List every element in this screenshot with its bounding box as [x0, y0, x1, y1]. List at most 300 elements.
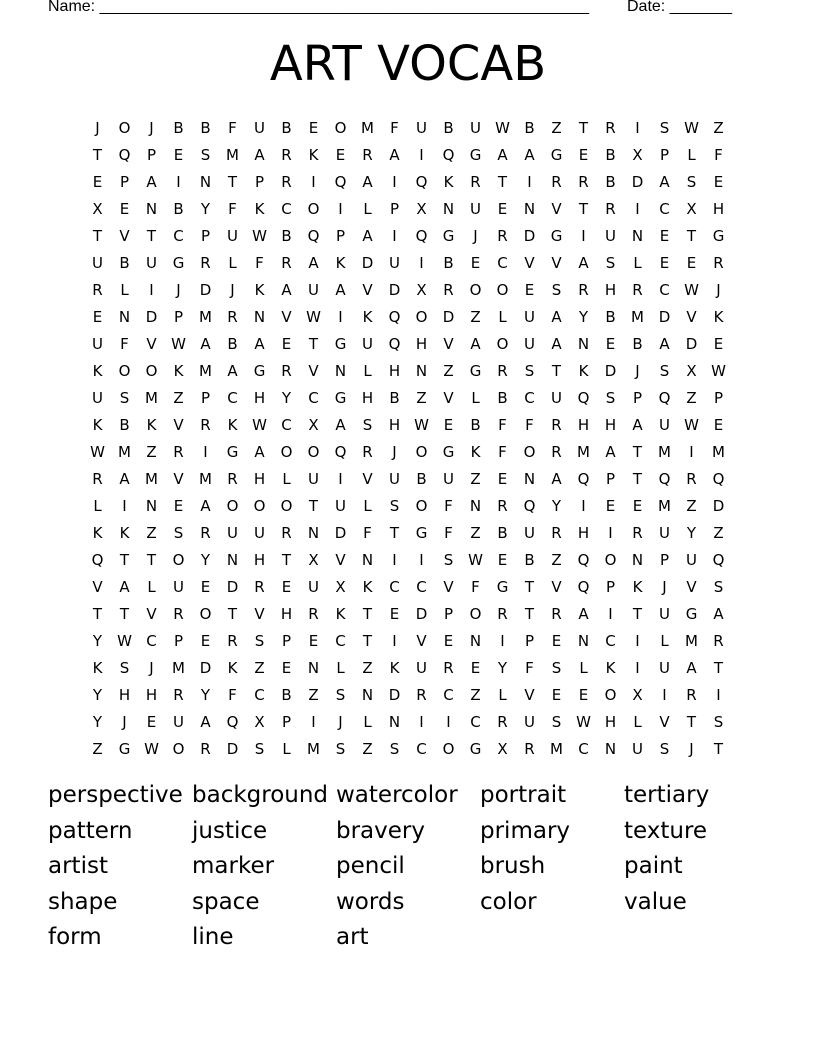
grid-cell: A	[281, 280, 292, 299]
grid-cell: G	[550, 145, 563, 164]
word-list-item: bravery	[336, 817, 425, 844]
grid-cell: H	[145, 685, 158, 704]
grid-cell: P	[443, 604, 454, 623]
word-list-item: form	[48, 924, 102, 950]
grid-cell: K	[605, 658, 616, 677]
grid-cell: O	[442, 739, 455, 758]
grid-cell: Q	[577, 469, 590, 488]
grid-cell: F	[228, 118, 237, 137]
grid-cell: R	[497, 604, 508, 623]
grid-cell: V	[443, 334, 454, 353]
grid-cell: H	[604, 712, 617, 731]
grid-cell: B	[119, 415, 130, 434]
grid-cell: E	[200, 577, 211, 596]
grid-cell: R	[200, 415, 211, 434]
grid-cell: P	[200, 388, 211, 407]
grid-cell: I	[500, 631, 505, 650]
grid-cell: T	[92, 145, 103, 164]
grid-cell: K	[173, 361, 184, 380]
grid-cell: P	[146, 145, 157, 164]
grid-cell: P	[173, 307, 184, 326]
grid-cell: Z	[308, 685, 319, 704]
grid-cell: V	[524, 253, 535, 272]
grid-cell: T	[551, 361, 562, 380]
grid-cell: S	[524, 361, 535, 380]
grid-cell: Y	[200, 685, 211, 704]
grid-cell: X	[416, 280, 427, 299]
grid-cell: R	[443, 658, 454, 677]
grid-cell: S	[335, 739, 346, 758]
grid-cell: K	[362, 307, 373, 326]
grid-cell: H	[712, 199, 725, 218]
grid-cell: Q	[712, 469, 725, 488]
grid-cell: Z	[470, 685, 481, 704]
grid-cell: G	[469, 739, 482, 758]
grid-cell: N	[631, 226, 644, 245]
grid-cell: U	[659, 415, 670, 434]
grid-cell: R	[551, 523, 562, 542]
grid-cell: Y	[551, 496, 562, 515]
grid-cell: N	[523, 469, 536, 488]
grid-cell: O	[199, 604, 212, 623]
grid-cell: G	[118, 739, 131, 758]
grid-cell: I	[392, 226, 397, 245]
grid-cell: R	[200, 523, 211, 542]
grid-cell: V	[254, 604, 265, 623]
grid-cell: D	[199, 658, 212, 677]
grid-cell: K	[227, 658, 238, 677]
grid-cell: R	[524, 739, 535, 758]
grid-cell: U	[308, 280, 319, 299]
grid-cell: C	[470, 712, 481, 731]
grid-cell: V	[173, 415, 184, 434]
grid-cell: X	[308, 550, 319, 569]
grid-cell: B	[416, 469, 427, 488]
grid-cell: I	[203, 442, 208, 461]
word-list-item: background	[192, 782, 329, 808]
grid-cell: Z	[713, 118, 724, 137]
grid-cell: S	[686, 172, 697, 191]
grid-cell: A	[119, 577, 130, 596]
grid-cell: Q	[226, 712, 239, 731]
grid-cell: C	[659, 280, 670, 299]
grid-cell: V	[335, 550, 346, 569]
grid-cell: B	[281, 118, 292, 137]
grid-cell: N	[388, 712, 401, 731]
grid-cell: I	[446, 712, 451, 731]
grid-cell: Q	[712, 550, 725, 569]
grid-cell: B	[227, 334, 238, 353]
grid-cell: V	[686, 577, 697, 596]
grid-cell: M	[199, 361, 212, 380]
grid-cell: T	[362, 631, 373, 650]
grid-cell: U	[524, 712, 535, 731]
grid-cell: C	[281, 199, 292, 218]
grid-cell: R	[281, 523, 292, 542]
grid-cell: S	[119, 388, 130, 407]
grid-cell: R	[308, 604, 319, 623]
grid-cell: J	[689, 739, 694, 758]
grid-cell: E	[470, 253, 481, 272]
grid-cell: Z	[173, 388, 184, 407]
grid-cell: R	[497, 361, 508, 380]
grid-cell: Z	[362, 658, 373, 677]
grid-cell: D	[631, 172, 644, 191]
grid-cell: C	[146, 631, 157, 650]
grid-cell: A	[227, 361, 238, 380]
grid-cell: R	[551, 442, 562, 461]
grid-cell: X	[308, 415, 319, 434]
grid-cell: K	[92, 361, 103, 380]
grid-cell: Z	[254, 658, 265, 677]
grid-cell: Y	[497, 658, 508, 677]
grid-cell: U	[632, 739, 643, 758]
grid-cell: J	[662, 577, 667, 596]
grid-cell: L	[228, 253, 237, 272]
grid-cell: J	[149, 118, 154, 137]
grid-cell: E	[713, 334, 724, 353]
grid-cell: N	[361, 550, 374, 569]
grid-cell: E	[281, 577, 292, 596]
grid-cell: P	[659, 550, 670, 569]
grid-cell: A	[632, 415, 643, 434]
grid-cell: Z	[470, 307, 481, 326]
grid-cell: K	[389, 658, 400, 677]
grid-cell: V	[281, 307, 292, 326]
grid-cell: S	[551, 712, 562, 731]
grid-cell: O	[226, 496, 239, 515]
grid-cell: O	[118, 118, 131, 137]
grid-cell: N	[307, 523, 320, 542]
grid-cell: G	[685, 604, 698, 623]
grid-cell: T	[92, 226, 103, 245]
grid-cell: P	[254, 172, 265, 191]
grid-cell: B	[389, 388, 400, 407]
grid-cell: J	[149, 658, 154, 677]
grid-cell: F	[255, 253, 264, 272]
grid-cell: I	[419, 712, 424, 731]
grid-cell: W	[252, 226, 267, 245]
grid-cell: B	[605, 307, 616, 326]
grid-cell: S	[659, 361, 670, 380]
grid-cell: Y	[200, 550, 211, 569]
grid-cell: E	[173, 145, 184, 164]
grid-cell: T	[632, 442, 643, 461]
grid-cell: I	[635, 199, 640, 218]
grid-cell: G	[442, 442, 455, 461]
grid-cell: A	[335, 280, 346, 299]
word-list-item: pencil	[336, 853, 405, 879]
grid-cell: V	[146, 334, 157, 353]
grid-cell: K	[308, 145, 319, 164]
grid-cell: T	[119, 604, 130, 623]
grid-cell: N	[307, 658, 320, 677]
grid-cell: G	[172, 253, 185, 272]
grid-cell: S	[551, 280, 562, 299]
grid-cell: A	[254, 442, 265, 461]
grid-cell: O	[253, 496, 266, 515]
grid-cell: U	[524, 307, 535, 326]
grid-cell: E	[200, 631, 211, 650]
grid-cell: Z	[92, 739, 103, 758]
word-list-item: portrait	[480, 782, 567, 808]
grid-cell: M	[199, 469, 212, 488]
grid-cell: N	[334, 361, 347, 380]
word-list-item: words	[336, 888, 405, 915]
grid-cell: R	[497, 226, 508, 245]
grid-cell: I	[716, 685, 721, 704]
grid-cell: U	[335, 496, 346, 515]
grid-cell: A	[200, 334, 211, 353]
word-list-item: shape	[48, 888, 118, 915]
grid-cell: T	[281, 550, 292, 569]
grid-cell: U	[659, 523, 670, 542]
grid-cell: W	[117, 631, 132, 650]
grid-cell: T	[227, 172, 238, 191]
grid-cell: W	[414, 415, 429, 434]
grid-cell: M	[712, 442, 725, 461]
grid-cell: M	[550, 739, 563, 758]
grid-cell: D	[712, 496, 725, 515]
grid-cell: E	[470, 658, 481, 677]
grid-cell: B	[281, 226, 292, 245]
grid-cell: O	[469, 280, 482, 299]
grid-cell: P	[524, 631, 535, 650]
word-list-item: pattern	[48, 817, 133, 844]
grid-cell: M	[118, 442, 131, 461]
grid-cell: Q	[91, 550, 104, 569]
grid-cell: Z	[362, 739, 373, 758]
grid-cell: X	[686, 199, 697, 218]
grid-cell: H	[280, 604, 293, 623]
grid-cell: I	[662, 685, 667, 704]
grid-cell: E	[146, 712, 157, 731]
grid-cell: F	[444, 523, 453, 542]
grid-cell: O	[469, 604, 482, 623]
grid-cell: V	[686, 307, 697, 326]
grid-cell: V	[173, 469, 184, 488]
grid-cell: F	[390, 118, 399, 137]
grid-cell: E	[605, 334, 616, 353]
grid-cell: C	[605, 631, 616, 650]
letter-grid	[84, 114, 732, 762]
grid-cell: E	[281, 658, 292, 677]
grid-cell: O	[118, 361, 131, 380]
grid-cell: B	[200, 118, 211, 137]
grid-cell: Z	[443, 361, 454, 380]
grid-cell: I	[311, 172, 316, 191]
word-list-item: watercolor	[336, 782, 458, 808]
grid-cell: U	[659, 604, 670, 623]
grid-cell: I	[527, 172, 532, 191]
grid-cell: Q	[577, 550, 590, 569]
grid-cell: N	[577, 631, 590, 650]
grid-cell: L	[363, 361, 372, 380]
grid-cell: T	[524, 577, 535, 596]
grid-cell: Q	[334, 172, 347, 191]
grid-cell: E	[92, 307, 103, 326]
grid-cell: T	[686, 712, 697, 731]
grid-cell: U	[254, 523, 265, 542]
grid-cell: U	[173, 577, 184, 596]
grid-cell: W	[495, 118, 510, 137]
grid-cell: A	[200, 712, 211, 731]
grid-cell: Z	[470, 469, 481, 488]
grid-cell: E	[524, 280, 535, 299]
grid-cell: L	[633, 253, 642, 272]
grid-cell: N	[145, 496, 158, 515]
grid-cell: Q	[307, 226, 320, 245]
grid-cell: M	[658, 496, 671, 515]
grid-cell: W	[306, 307, 321, 326]
grid-cell: T	[362, 604, 373, 623]
grid-cell: Q	[442, 145, 455, 164]
grid-cell: C	[497, 253, 508, 272]
grid-cell: M	[145, 388, 158, 407]
grid-cell: J	[392, 442, 397, 461]
grid-cell: O	[523, 442, 536, 461]
grid-cell: S	[119, 658, 130, 677]
grid-cell: F	[228, 685, 237, 704]
grid-cell: I	[311, 712, 316, 731]
grid-cell: K	[578, 361, 589, 380]
grid-cell: G	[442, 226, 455, 245]
grid-cell: O	[604, 550, 617, 569]
grid-cell: W	[576, 712, 591, 731]
grid-cell: E	[335, 145, 346, 164]
grid-cell: P	[335, 226, 346, 245]
grid-cell: H	[253, 550, 266, 569]
grid-cell: R	[416, 685, 427, 704]
grid-cell: R	[200, 253, 211, 272]
grid-cell: P	[605, 469, 616, 488]
grid-cell: Q	[658, 469, 671, 488]
grid-cell: U	[92, 388, 103, 407]
grid-cell: V	[92, 577, 103, 596]
grid-cell: Y	[92, 685, 103, 704]
grid-cell: N	[361, 685, 374, 704]
grid-cell: V	[551, 253, 562, 272]
grid-cell: R	[497, 712, 508, 731]
grid-cell: P	[659, 145, 670, 164]
grid-cell: J	[122, 712, 127, 731]
grid-cell: K	[362, 577, 373, 596]
grid-cell: U	[389, 469, 400, 488]
grid-cell: K	[443, 172, 454, 191]
grid-cell: Q	[523, 496, 536, 515]
grid-cell: R	[578, 280, 589, 299]
grid-cell: R	[713, 631, 724, 650]
grid-cell: J	[95, 118, 100, 137]
grid-cell: M	[199, 307, 212, 326]
grid-cell: S	[443, 550, 454, 569]
grid-cell: Y	[281, 388, 292, 407]
grid-cell: L	[660, 631, 669, 650]
grid-cell: N	[199, 172, 212, 191]
grid-cell: O	[172, 550, 185, 569]
grid-cell: D	[145, 307, 158, 326]
grid-cell: V	[119, 226, 130, 245]
grid-cell: A	[119, 469, 130, 488]
grid-cell: A	[362, 172, 373, 191]
grid-cell: A	[470, 334, 481, 353]
grid-cell: A	[254, 334, 265, 353]
grid-cell: D	[388, 280, 401, 299]
grid-cell: E	[497, 469, 508, 488]
grid-cell: Q	[118, 145, 131, 164]
grid-cell: R	[470, 172, 481, 191]
grid-cell: J	[473, 226, 478, 245]
grid-cell: D	[442, 307, 455, 326]
grid-cell: R	[92, 280, 103, 299]
grid-cell: D	[226, 739, 239, 758]
grid-cell: N	[145, 199, 158, 218]
grid-cell: I	[635, 118, 640, 137]
grid-cell: S	[659, 739, 670, 758]
grid-cell: R	[173, 604, 184, 623]
grid-cell: P	[281, 631, 292, 650]
grid-cell: O	[307, 199, 320, 218]
grid-cell: T	[119, 550, 130, 569]
grid-cell: D	[658, 307, 671, 326]
grid-cell: B	[173, 199, 184, 218]
grid-cell: I	[122, 496, 127, 515]
grid-cell: G	[469, 145, 482, 164]
grid-cell: T	[497, 172, 508, 191]
grid-cell: E	[119, 199, 130, 218]
grid-cell: E	[173, 496, 184, 515]
grid-cell: N	[469, 631, 482, 650]
grid-cell: K	[119, 523, 130, 542]
grid-cell: P	[200, 226, 211, 245]
grid-cell: Z	[686, 388, 697, 407]
grid-cell: D	[523, 226, 536, 245]
grid-cell: I	[635, 631, 640, 650]
grid-cell: E	[605, 496, 616, 515]
grid-cell: Z	[551, 550, 562, 569]
grid-cell: L	[498, 307, 507, 326]
word-list-item: color	[480, 888, 537, 915]
grid-cell: L	[471, 388, 480, 407]
grid-cell: Q	[388, 334, 401, 353]
grid-cell: B	[632, 334, 643, 353]
grid-cell: R	[227, 631, 238, 650]
grid-cell: O	[280, 496, 293, 515]
grid-cell: A	[551, 469, 562, 488]
grid-cell: G	[334, 388, 347, 407]
grid-cell: D	[226, 577, 239, 596]
grid-cell: W	[684, 280, 699, 299]
grid-cell: C	[578, 739, 589, 758]
grid-cell: D	[415, 604, 428, 623]
grid-cell: E	[443, 631, 454, 650]
grid-cell: H	[388, 415, 401, 434]
grid-cell: I	[689, 442, 694, 461]
grid-cell: I	[176, 172, 181, 191]
grid-cell: C	[254, 685, 265, 704]
grid-cell: X	[254, 712, 265, 731]
grid-cell: S	[713, 712, 724, 731]
grid-cell: X	[92, 199, 103, 218]
grid-cell: F	[444, 496, 453, 515]
grid-cell: F	[120, 334, 129, 353]
grid-cell: I	[338, 469, 343, 488]
grid-cell: G	[334, 334, 347, 353]
grid-cell: T	[578, 199, 589, 218]
grid-cell: Z	[713, 523, 724, 542]
grid-cell: F	[228, 199, 237, 218]
grid-cell: M	[172, 658, 185, 677]
